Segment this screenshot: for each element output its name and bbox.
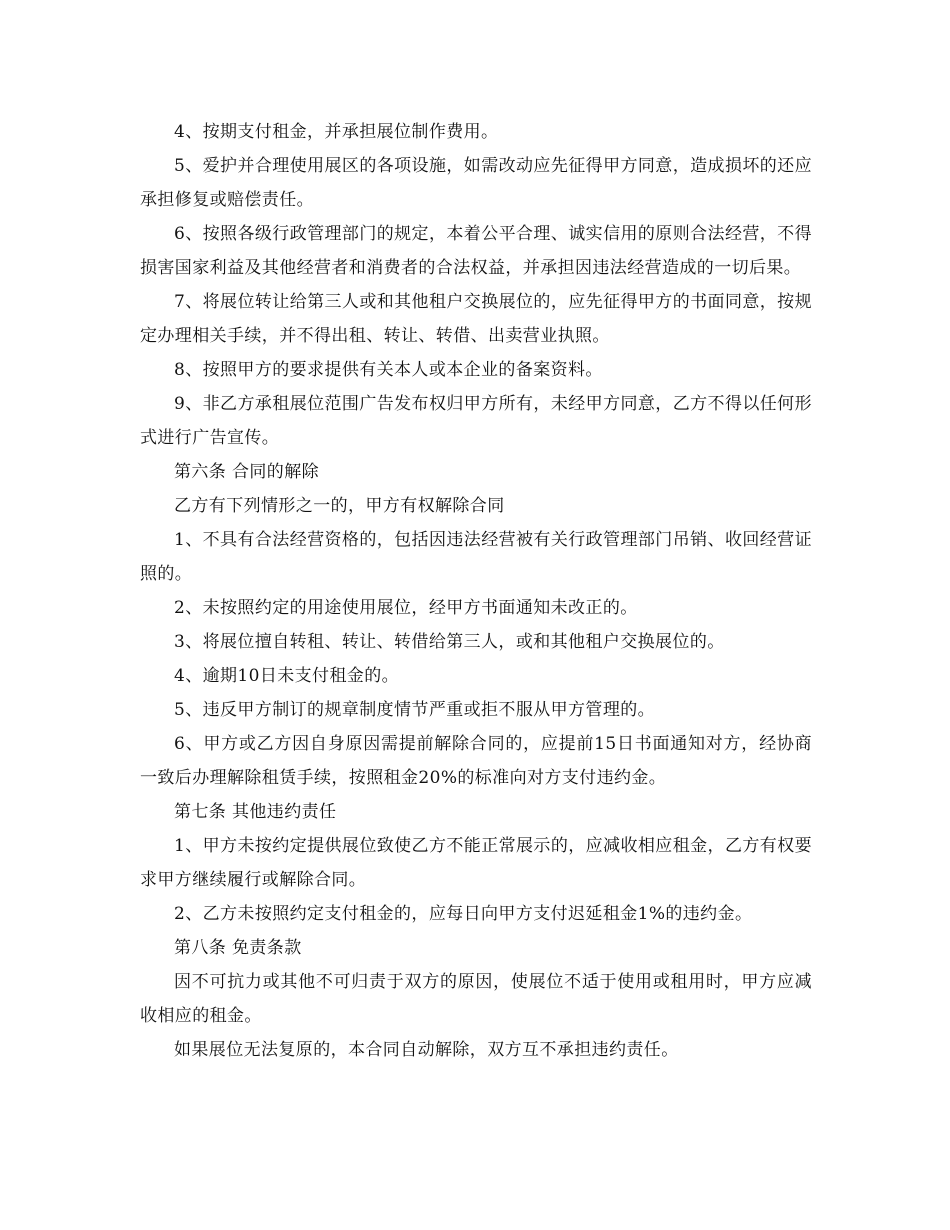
clause-paragraph: 6、甲方或乙方因自身原因需提前解除合同的，应提前15日书面通知对方，经协商一致后办理解除租赁手续，按照租金20%的标准向对方支付违约金。 <box>140 734 812 788</box>
clause-paragraph: 3、将展位擅自转租、转让、转借给第三人，或和其他租户交换展位的。 <box>174 632 725 652</box>
clause-paragraph: 5、违反甲方制订的规章制度情节严重或拒不服从甲方管理的。 <box>174 700 656 720</box>
clause-paragraph: 乙方有下列情形之一的，甲方有权解除合同 <box>174 496 505 516</box>
section-heading-article-7: 第七条 其他违约责任 <box>174 802 337 822</box>
clause-paragraph: 1、甲方未按约定提供展位致使乙方不能正常展示的，应减收相应租金，乙方有权要求甲方继续履行或解除合同。 <box>140 836 812 890</box>
clause-paragraph: 7、将展位转让给第三人或和其他租户交换展位的，应先征得甲方的书面同意，按规定办理相关手续，并不得出租、转让、转借、出卖营业执照。 <box>140 292 812 346</box>
clause-paragraph: 如果展位无法复原的，本合同自动解除，双方互不承担违约责任。 <box>174 1040 679 1060</box>
clause-paragraph: 2、乙方未按照约定支付租金的，应每日向甲方支付迟延租金1%的违约金。 <box>174 904 753 924</box>
clause-paragraph: 4、按期支付租金，并承担展位制作费用。 <box>174 122 499 142</box>
section-heading-article-8: 第八条 免责条款 <box>174 938 302 958</box>
clause-paragraph: 9、非乙方承租展位范围广告发布权归甲方所有，未经甲方同意，乙方不得以任何形式进行广告宣传。 <box>140 394 812 448</box>
clause-paragraph: 1、不具有合法经营资格的，包括因违法经营被有关行政管理部门吊销、收回经营证照的。 <box>140 530 812 584</box>
clause-paragraph: 5、爱护并合理使用展区的各项设施，如需改动应先征得甲方同意，造成损坏的还应承担修复或赔偿责任。 <box>140 156 812 210</box>
section-heading-article-6: 第六条 合同的解除 <box>174 462 320 482</box>
clause-paragraph: 6、按照各级行政管理部门的规定，本着公平合理、诚实信用的原则合法经营，不得损害国家利益及其他经营者和消费者的合法权益，并承担因违法经营造成的一切后果。 <box>140 224 812 278</box>
clause-paragraph: 2、未按照约定的用途使用展位，经甲方书面通知未改正的。 <box>174 598 638 618</box>
clause-paragraph: 8、按照甲方的要求提供有关本人或本企业的备案资料。 <box>174 360 603 380</box>
clause-paragraph: 4、逾期10日未支付租金的。 <box>174 666 400 686</box>
clause-paragraph: 因不可抗力或其他不可归责于双方的原因，使展位不适于使用或租用时，甲方应减收相应的租金。 <box>140 972 812 1026</box>
document-body <box>140 115 812 1067</box>
